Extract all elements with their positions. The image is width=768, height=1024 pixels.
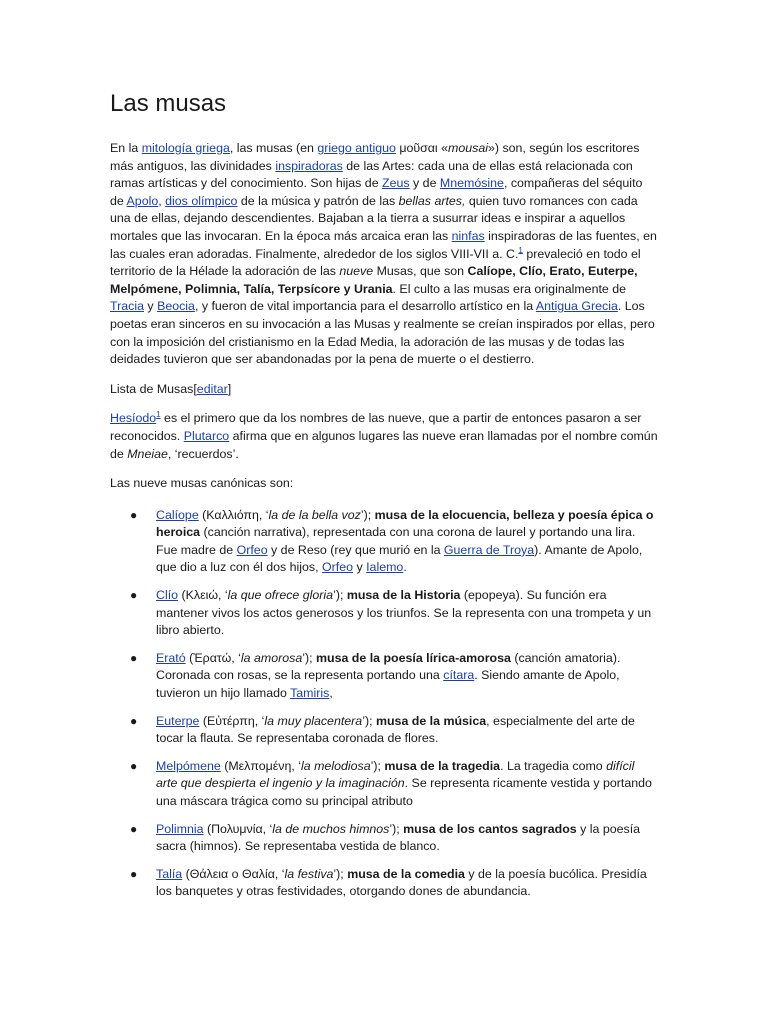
list-item: ● Clío (Κλειώ, ‘la que ofrece gloria’); musa de la Historia (epopeya). Su función era mantener vivos los actos generosos y los triunfos. Se la representa con una trompeta y un libro abierto. xyxy=(130,588,652,638)
bold-text: Calíope, Clío, Erato, Euterpe, Melpómene, Polimnia, Talía, Terpsícore y Urania xyxy=(110,264,638,296)
inline-link[interactable]: Guerra de Troya xyxy=(443,542,535,557)
italic-text: mousai xyxy=(448,141,488,155)
muses-list xyxy=(110,507,658,901)
inline-link[interactable]: Orfeo xyxy=(236,542,268,557)
bullet-icon: ● xyxy=(130,821,138,836)
list-item: ● Euterpe (Εὐτέρπη, ‘la muy placentera’); musa de la música, especialmente del arte de tocar la flauta. Se representaba coronada de flores. xyxy=(130,713,635,746)
document-page xyxy=(110,88,658,911)
bold-text: musa de la poesía lírica-amorosa xyxy=(315,650,511,665)
inline-link[interactable]: Clío xyxy=(156,588,179,603)
inline-link[interactable]: Erató xyxy=(156,650,186,665)
bullet-icon: ● xyxy=(130,866,138,881)
inline-link[interactable]: griego antiguo xyxy=(317,141,396,155)
section-heading: Lista de Musas[editar] xyxy=(110,381,232,396)
inline-link[interactable]: Plutarco xyxy=(183,428,230,443)
inline-link[interactable]: Euterpe xyxy=(156,713,200,728)
bold-text: musa de la Historia xyxy=(346,588,461,603)
list-item: ● Polimnia (Πολυμνία, ‘la de muchos himnos’); musa de los cantos sagrados y la poesía sacra (himnos). Se representaba vestida de blanco. xyxy=(130,821,641,854)
edit-link[interactable]: editar xyxy=(196,381,228,396)
inline-link[interactable]: Mnemósine xyxy=(439,176,504,191)
inline-link[interactable]: Beocia xyxy=(157,299,195,314)
inline-link[interactable]: dios olímpico xyxy=(165,193,238,208)
page-title: Las musas xyxy=(110,90,227,117)
italic-text: la festiva xyxy=(284,866,334,881)
inline-link[interactable]: Orfeo xyxy=(322,560,354,575)
bullet-icon: ● xyxy=(130,758,138,773)
list-item: ● Talía (Θάλεια o Θαλία, ‘la festiva’); musa de la comedia y de la poesía bucólica. Presidía los banquetes y otras festividades, otorgando dones de abundancia. xyxy=(130,866,647,899)
bold-text: musa de los cantos sagrados xyxy=(403,821,577,836)
italic-text: la que ofrece gloria xyxy=(227,588,334,603)
footnote-link[interactable]: 1 xyxy=(518,245,523,255)
footnote-link[interactable]: 1 xyxy=(156,410,161,420)
section-heading-text: Lista de Musas xyxy=(110,381,194,396)
inline-link[interactable]: ninfas xyxy=(451,228,485,243)
inline-link[interactable]: mitología griega xyxy=(141,141,230,155)
bullet-icon: ● xyxy=(130,588,138,603)
hesiod-paragraph: Hesíodo$^1$ es el primero que da los nombres de las nueve, que a partir de entonces pasaron a ser reconocidos. Plutarco afirma que en algunos lugares las nueve eran llamadas por el nombre común de Mneiae, ‘recuerdos’. xyxy=(110,410,658,461)
inline-link[interactable]: Antigua Grecia xyxy=(535,299,618,314)
inline-link[interactable]: Polimnia xyxy=(156,821,204,836)
inline-link[interactable]: inspiradoras xyxy=(275,158,343,173)
list-item: ● Melpómene (Μελπομένη, ‘la melodiosa’); musa de la tragedia. La tragedia como difícil arte que despierta el ingenio y la imaginación. Se representa ricamente vestida y portando una máscara trágica como su principal atributo xyxy=(130,758,652,808)
inline-link[interactable]: Tamiris xyxy=(290,686,330,701)
italic-text: la melodiosa xyxy=(301,758,371,773)
bullet-icon: ● xyxy=(130,650,138,665)
inline-link[interactable]: Zeus xyxy=(382,176,410,191)
inline-link[interactable]: Talía xyxy=(156,866,183,881)
inline-link[interactable]: Apolo xyxy=(126,193,159,208)
list-item: ● Calíope (Καλλιόπη, ‘la de la bella voz’); musa de la elocuencia, belleza y poesía épica o heroica (canción narrativa), representada con una corona de laurel y portando una lira. Fue madre de Orfeo y de Reso (rey que murió en la Guerra de Troya). Amante de Apolo, que dio a luz con él dos hijos, Orfeo y Ialemo. xyxy=(130,507,654,575)
inline-link[interactable]: Tracia xyxy=(110,299,144,314)
footnote-ref xyxy=(156,410,160,419)
bold-text: musa de la comedia xyxy=(347,866,465,881)
italic-text: la muy placentera xyxy=(264,713,363,728)
intro-paragraph: En la mitología griega, las musas (en griego antiguo μοῦσαι «mousai») son, según los escritores más antiguos, las divinidades inspiradoras de las Artes: cada una de ellas está relacionada con ramas artísticas y del conocimiento. Son hijas de Zeus y de Mnemósine, compañeras del séquito de Apolo, dios olímpico de la música y patrón de las bellas artes, quien tuvo romances con cada una de ellas, dejando descendientes. Bajaban a la tierra a susurrar ideas e inspirar a aquellos mortales que las invocaran. En la época más arcaica eran las ninfas inspiradoras de las fuentes, en las cuales eran adoradas. Finalmente, alrededor de los siglos VIII-VII a. C.$^1$ prevaleció en todo el territorio de la Hélade la adoración de las nueve Musas, que son Calíope, Clío, Erato, Euterpe, Melpómene, Polimnia, Talía, Terpsícore y Urania. El culto a las musas era originalmente de Tracia y Beocia, y fueron de vital importancia para el desarrollo artístico en la Antigua Grecia. Los poetas eran sinceros en su invocación a las Musas y realmente se creían inspirados por ellas, pero con la imposición del cristianismo en la Edad Media, la adoración de las musas y de todas las deidades tuvieron que ser abandonadas por la pena de muerte o el destierro. xyxy=(110,141,657,367)
italic-text: la amorosa xyxy=(240,650,303,665)
italic-text: Mneiae xyxy=(127,446,168,461)
list-item: ● Erató (Ἐρατώ, ‘la amorosa’); musa de la poesía lírica-amorosa (canción amatoria). Coronada con rosas, se la representa portando una cítara. Siendo amante de Apolo, tuvieron un hijo llamado Tamiris, xyxy=(130,650,621,701)
muses-intro: Las nueve musas canónicas son: xyxy=(110,476,294,491)
bold-text: musa de la elocuencia, belleza y poesía épica o heroica xyxy=(156,507,654,540)
inline-link[interactable]: Ialemo xyxy=(366,560,404,575)
inline-link[interactable]: cítara xyxy=(443,668,475,683)
bold-text: musa de la música xyxy=(375,713,487,728)
italic-text: difícil arte que despierta el ingenio y la imaginación xyxy=(156,758,635,791)
bullet-icon: ● xyxy=(130,507,138,522)
bullet-icon: ● xyxy=(130,713,138,728)
bold-text: musa de la tragedia xyxy=(384,758,501,773)
italic-text: nueve xyxy=(339,264,374,279)
inline-link[interactable]: Calíope xyxy=(156,507,199,522)
italic-text: la de muchos himnos xyxy=(272,821,390,836)
italic-text: la de la bella voz xyxy=(268,507,361,522)
inline-link[interactable]: Hesíodo xyxy=(110,411,157,426)
footnote-ref xyxy=(518,245,522,254)
inline-link[interactable]: Melpómene xyxy=(156,758,221,773)
italic-text: bellas artes, xyxy=(398,193,466,208)
